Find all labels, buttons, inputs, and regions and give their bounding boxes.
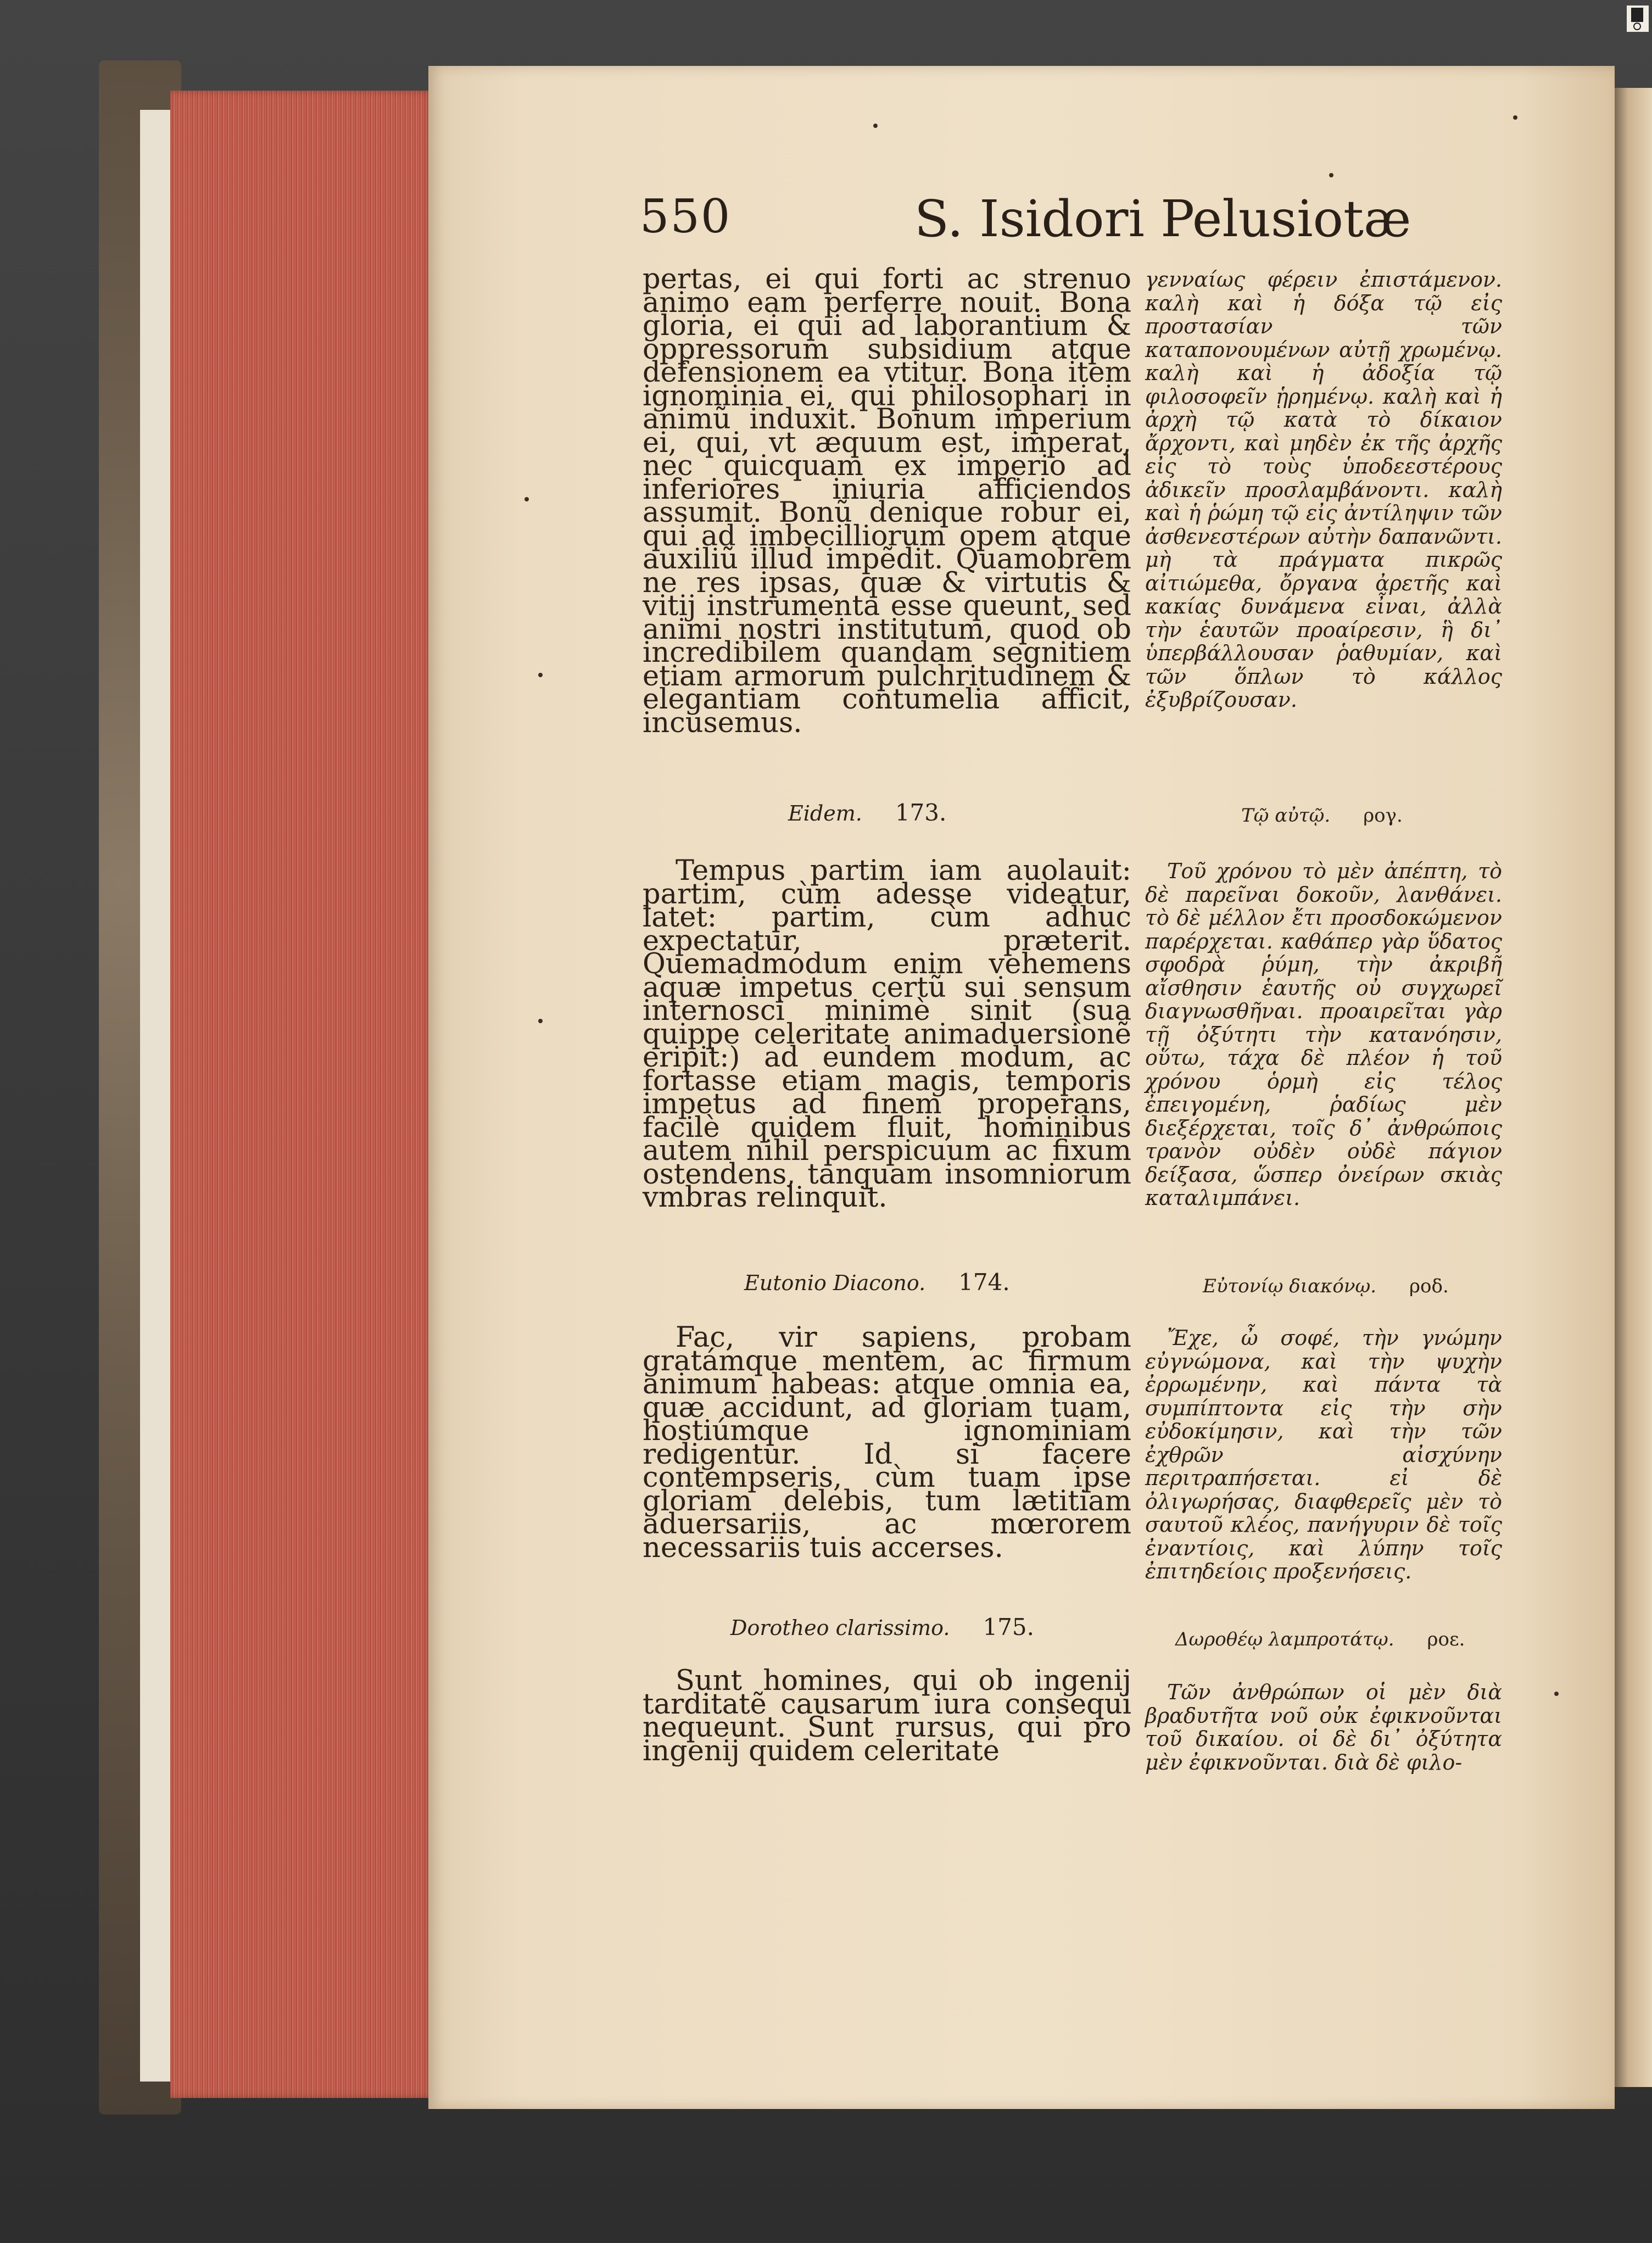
- greek-letter-175: [1145, 1681, 1502, 1779]
- latin-paragraph: Fac, vir sapiens, probam gratámque mentem, ac firmum animum habeas: atque omnia ea, quæ accidunt, ad gloriam tuam, hostiúmque ignominiam redigentur. Id si facere contempseris, cùm tuam ipse gloriam delebis, tum lætitiam aduersariis, ac mœrorem necessariis tuis accerses.: [643, 1321, 1131, 1564]
- latin-paragraph: Sunt homines, qui ob ingenij tarditatẽ causarum iura consequi nequeunt. Sunt rursus, qui pro ingenij quidem celeritate: [643, 1665, 1131, 1767]
- page-number: 550: [640, 189, 732, 243]
- letter-addressee: Δωροθέῳ λαμπροτάτῳ.: [1175, 1628, 1394, 1650]
- letter-addressee: Dorotheo clarissimo.: [730, 1616, 950, 1640]
- latin-letter-173: [643, 855, 1131, 1214]
- page-edges: [170, 91, 434, 2098]
- letter-addressee: Εὐτονίῳ διακόνῳ.: [1203, 1275, 1377, 1297]
- greek-letter-heading: [1175, 1628, 1465, 1650]
- endpaper-strip: [140, 110, 170, 2082]
- letter-number: 174.: [958, 1269, 1010, 1296]
- letter-addressee: Τῷ αὐτῷ.: [1241, 805, 1331, 827]
- latin-paragraph: pertas, ei qui forti ac strenuo animo eam perferre nouit. Bona gloria, ei qui ad laborantium & oppressorum subsidium atque defensionem ea vtitur. Bona item ignominia ei, qui philosophari in animũ induxit. Bonum imperium ei, qui, vt æquum est, imperat, nec quicquam ex imperio ad inferiores iniuria afficiendos assumit. Bonũ denique robur ei, qui ad imbecilliorum opem atque auxiliũ illud impẽdit. Quamobrem ne res ipsas, quæ & virtutis & vitij instrumenta esse queunt, sed animi nostri institutum, quod ob incredibilem quandam segnitiem etiam armorum pulchritudinem & elegantiam contumelia afficit, incusemus.: [643, 263, 1131, 739]
- color-target-icon: [1627, 5, 1649, 32]
- foxing-spot: [1554, 1692, 1559, 1696]
- greek-letter-174: [1145, 1326, 1502, 1601]
- greek-letter-heading: [1241, 805, 1403, 827]
- foxing-spot: [524, 497, 529, 501]
- greek-paragraph: Τοῦ χρόνου τὸ μὲν ἀπέπτη, τὸ δὲ παρεῖναι δοκοῦν, λανθάνει. τὸ δὲ μέλλον ἔτι προσδοκώμενον παρέρχεται. καθάπερ γὰρ ὕδατος σφοδρὰ ῥύμη, τὴν ἀκριβῆ αἴσθησιν ἑαυτῆς οὐ συγχωρεῖ διαγνωσθῆναι. προαιρεῖται γὰρ τῇ ὀξύτητι τὴν κατανόησιν, οὕτω, τάχα δὲ πλέον ἡ τοῦ χρόνου ὁρμὴ εἰς τέλος ἐπειγομένη, ῥαδίως μὲν διεξέρχεται, τοῖς δ᾽ ἀνθρώποις τρανὸν οὐδὲν οὐδὲ πάγιον δείξασα, ὥσπερ ὀνείρων σκιὰς καταλιμπάνει.: [1145, 859, 1502, 1210]
- letter-number: 175.: [983, 1614, 1034, 1641]
- letter-addressee: Eutonio Diacono.: [744, 1271, 926, 1295]
- latin-continuation: [643, 263, 1131, 762]
- facing-page-edge: [1612, 88, 1652, 2087]
- greek-letter-173: [1145, 860, 1502, 1238]
- foxing-spot: [538, 1019, 543, 1023]
- letter-number: ροδ.: [1409, 1275, 1449, 1297]
- letter-number: 173.: [895, 799, 947, 826]
- page-header: [640, 189, 1491, 255]
- greek-paragraph: Ἔχε, ὦ σοφέ, τὴν γνώμην εὐγνώμονα, καὶ τὴν ψυχὴν ἐρρωμένην, καὶ πάντα τὰ συμπίπτοντα εἰς τὴν σὴν εὐδοκίμησιν, καὶ τὴν τῶν ἐχθρῶν αἰσχύνην περιτραπήσεται. εἰ δὲ ὀλιγωρήσας, διαφθερεῖς μὲν τὸ σαυτοῦ κλέος, πανήγυριν δὲ τοῖς ἐναντίοις, καὶ λύπην τοῖς ἐπιτηδείοις προξενήσεις.: [1145, 1326, 1502, 1583]
- foxing-spot: [873, 124, 878, 128]
- foxing-spot: [538, 673, 543, 677]
- letter-number: ροε.: [1427, 1628, 1465, 1650]
- foxing-spot: [1329, 173, 1333, 177]
- latin-letter-heading: [730, 1614, 1034, 1641]
- latin-letter-heading: [744, 1269, 1010, 1296]
- latin-letter-heading: [788, 799, 946, 826]
- greek-letter-heading: [1203, 1275, 1449, 1297]
- latin-letter-175: [643, 1665, 1131, 1767]
- greek-paragraph: Τῶν ἀνθρώπων οἱ μὲν διὰ βραδυτῆτα νοῦ οὐκ ἐφικνοῦνται τοῦ δικαίου. οἱ δὲ δι᾽ ὀξύτητα μὲν ἐφικνοῦνται. διὰ δὲ φιλο-: [1145, 1680, 1502, 1775]
- letter-addressee: Eidem.: [788, 801, 862, 825]
- letter-number: ρογ.: [1363, 805, 1403, 827]
- latin-paragraph: Tempus partim iam auolauit: partim, cùm adesse videatur, latet: partim, cùm adhuc expectatur, præterit. Quemadmodum enim vehemens aquæ impetus certũ sui sensum internosci minimè sinit (sua quippe celeritate animaduersionẽ eripit:) ad eundem modum, ac fortasse etiam magis, temporis impetus ad finem properans, facilè quidem fluit, hominibus autem nihil perspicuum ac fixum ostendens, tanquam insomniorum vmbras relinquit.: [643, 855, 1131, 1214]
- greek-paragraph: γενναίως φέρειν ἐπιστάμενον. καλὴ καὶ ἡ δόξα τῷ εἰς προστασίαν τῶν καταπονουμένων αὐτῇ χρωμένῳ. καλὴ καὶ ἡ ἀδοξία τῷ φιλοσοφεῖν ᾑρημένῳ. καλὴ καὶ ἡ ἀρχὴ τῷ κατὰ τὸ δίκαιον ἄρχοντι, καὶ μηδὲν ἐκ τῆς ἀρχῆς εἰς τὸ τοὺς ὑποδεεστέρους ἀδικεῖν προσλαμβάνοντι. καλὴ καὶ ἡ ῥώμη τῷ εἰς ἀντίληψιν τῶν ἀσθενεστέρων αὐτὴν δαπανῶντι. μὴ τὰ πράγματα πικρῶς αἰτιώμεθα, ὄργανα ἀρετῆς καὶ κακίας δυνάμενα εἶναι, ἀλλὰ τὴν ἑαυτῶν προαίρεσιν, ἣ δι᾽ ὑπερβάλλουσαν ῥαθυμίαν, καὶ τῶν ὅπλων τὸ κάλλος ἐξυβρίζουσαν.: [1145, 267, 1502, 712]
- foxing-spot: [1513, 115, 1517, 120]
- running-head: S. Isidori Pelusiotæ: [914, 189, 1411, 248]
- latin-letter-174: [643, 1321, 1131, 1584]
- greek-continuation: [1145, 268, 1502, 735]
